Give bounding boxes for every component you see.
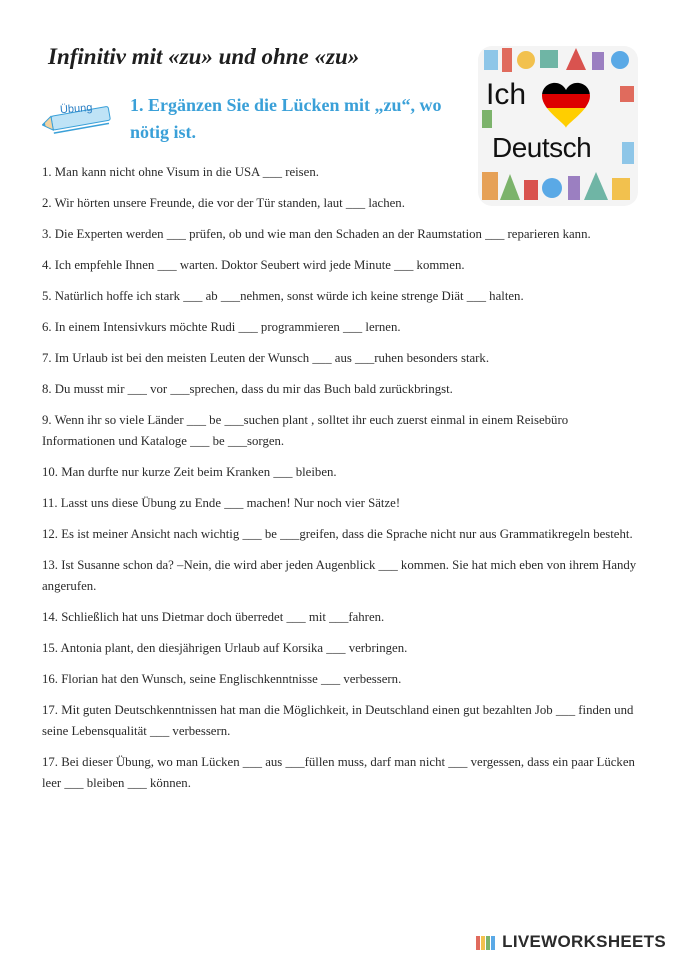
exercise-item: 17. Bei dieser Übung, wo man Lücken ___ aus ___füllen muss, darf man nicht ___ vergessen, dass ein paar Lücken leer ___ bleiben ___ können.: [42, 755, 635, 790]
exercise-item: 1. Man kann nicht ohne Visum in die USA ___ reisen.: [42, 165, 319, 179]
logo-text-ich: Ich: [486, 78, 527, 111]
logo-text-deutsch: Deutsch: [492, 132, 592, 163]
task-instruction: 1. Ergänzen Sie die Lücken mit „zu“, wo nötig ist.: [130, 95, 442, 142]
exercise-items: [42, 162, 642, 804]
exercise-item: 6. In einem Intensivkurs möchte Rudi ___ programmieren ___ lernen.: [42, 320, 401, 334]
exercise-item: 3. Die Experten werden ___ prüfen, ob und wie man den Schaden an der Raumstation ___ reparieren kann.: [42, 227, 591, 241]
footer-brand: LIVEWORKSHEETS: [502, 932, 666, 951]
exercise-item: 9. Wenn ihr so viele Länder ___ be ___suchen plant , solltet ihr euch zuerst einmal in einem Reisebüro Informationen und Kataloge ___ be ___sorgen.: [42, 413, 569, 448]
exercise-item: 13. Ist Susanne schon da? –Nein, die wird aber jeden Augenblick ___ kommen. Sie hat mich eben von ihrem Handy angerufen.: [42, 558, 637, 593]
exercise-item: 16. Florian hat den Wunsch, seine Englischkenntnisse ___ verbessern.: [42, 672, 402, 686]
liveworksheets-footer: [476, 932, 666, 952]
exercise-item: 10. Man durfte nur kurze Zeit beim Kranken ___ bleiben.: [42, 465, 337, 479]
exercise-item: 15. Antonia plant, den diesjährigen Urlaub auf Korsika ___ verbringen.: [42, 641, 408, 655]
exercise-item: 4. Ich empfehle Ihnen ___ warten. Doktor Seubert wird jede Minute ___ kommen.: [42, 258, 465, 272]
liveworksheets-logo-icon: [476, 934, 498, 950]
exercise-label: Übung: [59, 101, 93, 117]
exercise-item: 14. Schließlich hat uns Dietmar doch überredet ___ mit ___fahren.: [42, 610, 385, 624]
exercise-item: 7. Im Urlaub ist bei den meisten Leuten der Wunsch ___ aus ___ruhen besonders stark.: [42, 351, 490, 365]
exercise-item: 17. Mit guten Deutschkenntnissen hat man die Möglichkeit, in Deutschland einen gut bezahlten Job ___ finden und seine Lebensqualität ___ verbessern.: [42, 703, 634, 738]
exercise-item: 5. Natürlich hoffe ich stark ___ ab ___nehmen, sonst würde ich keine strenge Diät ___ halten.: [42, 289, 524, 303]
exercise-item: 11. Lasst uns diese Übung zu Ende ___ machen! Nur noch vier Sätze!: [42, 496, 401, 510]
exercise-item: 12. Es ist meiner Ansicht nach wichtig ___ be ___greifen, dass die Sprache nicht nur aus Grammatikregeln besteht.: [42, 527, 633, 541]
exercise-item: 8. Du musst mir ___ vor ___sprechen, dass du mir das Buch bald zurückbringst.: [42, 382, 453, 396]
exercise-item: 2. Wir hörten unsere Freunde, die vor der Tür standen, laut ___ lachen.: [42, 196, 405, 210]
worksheet-title: Infinitiv mit «zu» und ohne «zu»: [48, 44, 360, 69]
